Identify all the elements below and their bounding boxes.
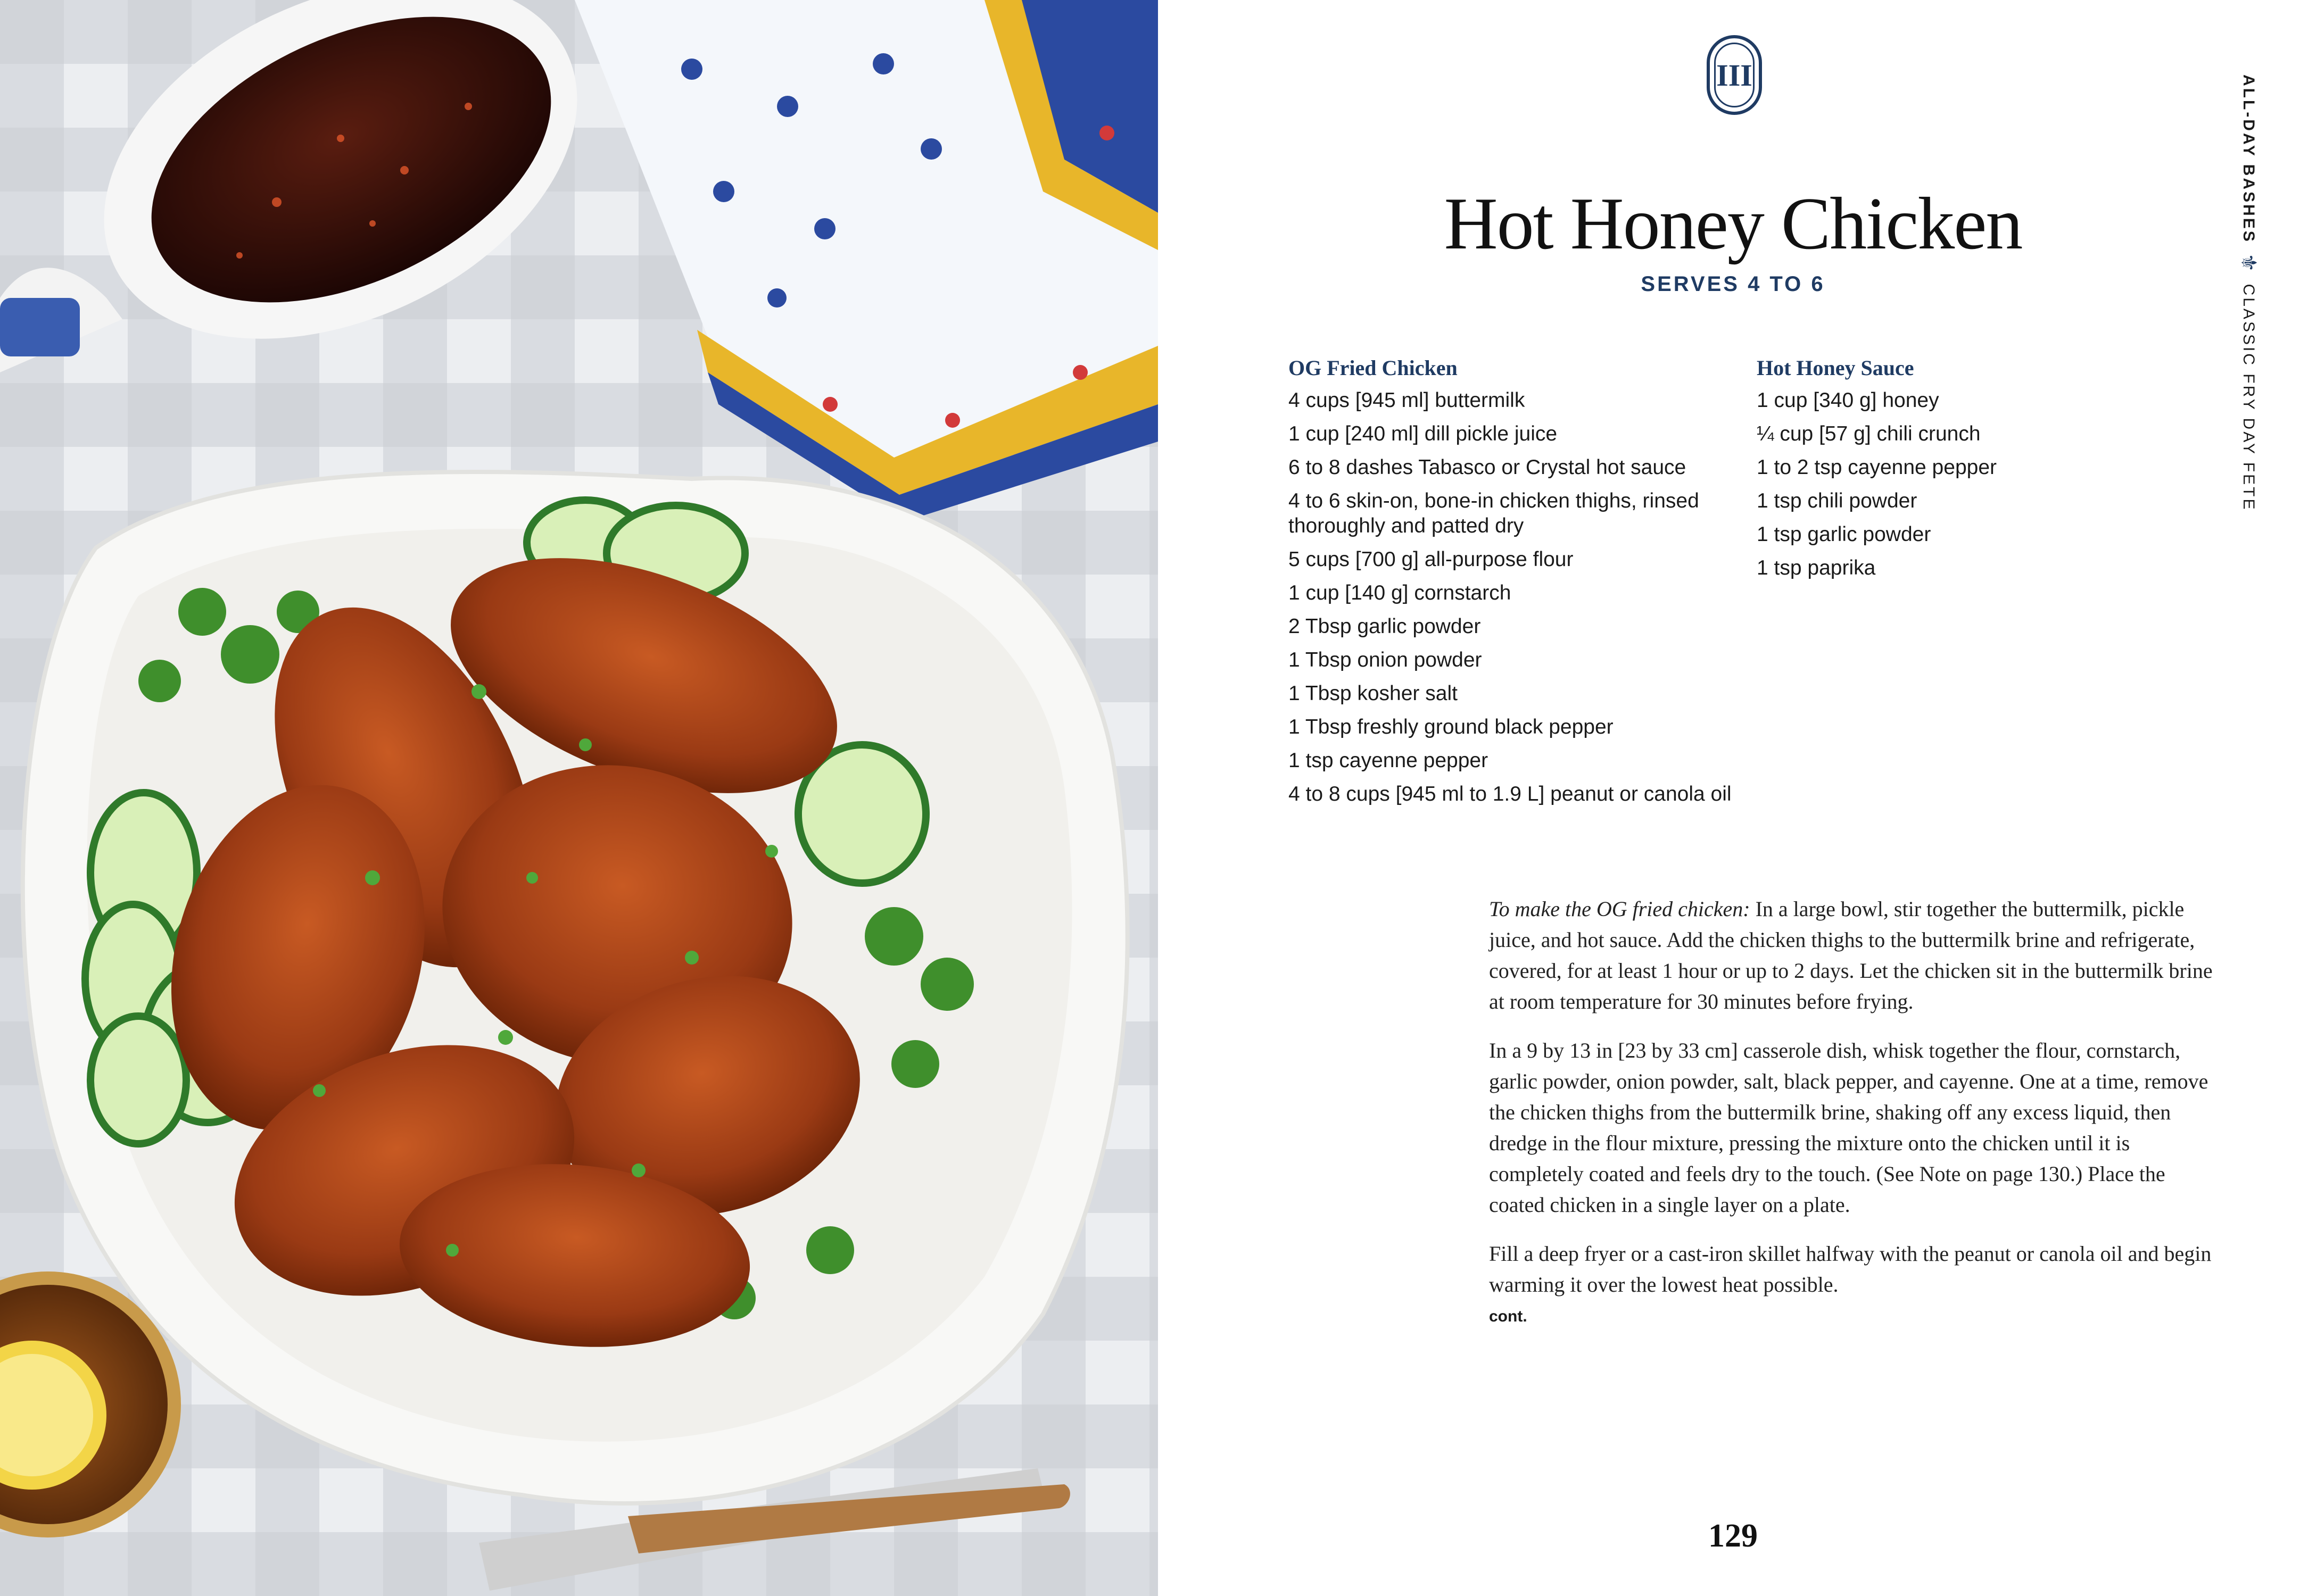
ingredient-item: 4 to 6 skin-on, bone-in chicken thighs, rinsed thoroughly and patted dry	[1288, 489, 1699, 537]
ingredients-hot-honey-sauce	[1757, 355, 2129, 589]
method-instructions	[1489, 894, 2223, 1326]
ingredient-item: 4 cups [945 ml] buttermilk	[1288, 389, 1525, 412]
ingredient-item: 1 to 2 tsp cayenne pepper	[1757, 456, 1997, 479]
ingredient-item: 1 Tbsp freshly ground black pepper	[1288, 716, 1614, 738]
method-step-2: In a 9 by 13 in [23 by 33 cm] casserole dish, whisk together the flour, cornstarch, garlic powder, onion powder, salt, black pepper, and cayenne. One at a time, remove the chicken thighs from the buttermilk brine, shaking off any excess liquid, then dredge in the flour mixture, pressing the mixture onto the chicken until it is completely coated and feels dry to the touch. (See Note on page 130.) Place the coated chicken in a single layer on a plate.	[1489, 1038, 2208, 1217]
recipe-page	[1158, 0, 2308, 1596]
serves-yield: SERVES 4 TO 6	[1641, 272, 1825, 296]
page-number: 129	[1708, 1518, 1758, 1554]
recipe-title: Hot Honey Chicken	[1444, 182, 2022, 265]
ingredient-item: 1 tsp garlic powder	[1757, 523, 1931, 546]
running-head-section: ALL-DAY BASHES	[2240, 74, 2257, 244]
ingredients-heading: OG Fried Chicken	[1288, 356, 1458, 380]
ingredient-item: 1 tsp paprika	[1757, 556, 1876, 579]
ingredient-item: ¼ cup [57 g] chili crunch	[1757, 422, 1981, 445]
ingredient-item: 1 Tbsp kosher salt	[1288, 682, 1458, 705]
section-numeral: III	[1714, 43, 1755, 107]
ingredient-item: 1 tsp cayenne pepper	[1288, 749, 1488, 772]
running-head	[2237, 74, 2282, 512]
ingredient-item: 6 to 8 dashes Tabasco or Crystal hot sauce	[1288, 456, 1686, 479]
ingredient-item: 1 cup [340 g] honey	[1757, 389, 1939, 412]
running-head-chapter: CLASSIC FRY DAY FETE	[2240, 284, 2257, 512]
ingredient-item: 1 cup [240 ml] dill pickle juice	[1288, 422, 1558, 445]
fleur-de-lis-icon: ⚜	[2237, 253, 2260, 275]
section-badge	[1707, 35, 1762, 115]
method-step-text: In a large bowl, stir together the buttermilk, pickle juice, and hot sauce. Add the chicken thighs to the buttermilk brine and refrigerate, covered, for at least 1 hour or up to 2 days. Let the chicken sit in the buttermilk brine at room temperature for 30 minutes before frying.	[1489, 897, 2213, 1013]
ingredient-item: 4 to 8 cups [945 ml to 1.9 L] peanut or canola oil	[1288, 783, 1732, 805]
ingredient-item: 1 tsp chili powder	[1757, 489, 1917, 512]
method-step-1	[1489, 894, 2223, 1017]
method-step-3: Fill a deep fryer or a cast-iron skillet halfway with the peanut or canola oil and begin warming it over the lowest heat possible.	[1489, 1242, 2212, 1296]
ingredients-heading: Hot Honey Sauce	[1757, 356, 1914, 380]
ingredient-item: 1 cup [140 g] cornstarch	[1288, 581, 1511, 604]
ingredients-fried-chicken	[1288, 355, 1741, 815]
method-step-lead: To make the OG fried chicken:	[1489, 897, 1750, 921]
ingredient-item: 2 Tbsp garlic powder	[1288, 615, 1481, 638]
ingredient-item: 5 cups [700 g] all-purpose flour	[1288, 548, 1574, 571]
continued-marker: cont.	[1489, 1308, 1527, 1325]
ingredient-item: 1 Tbsp onion powder	[1288, 649, 1482, 671]
